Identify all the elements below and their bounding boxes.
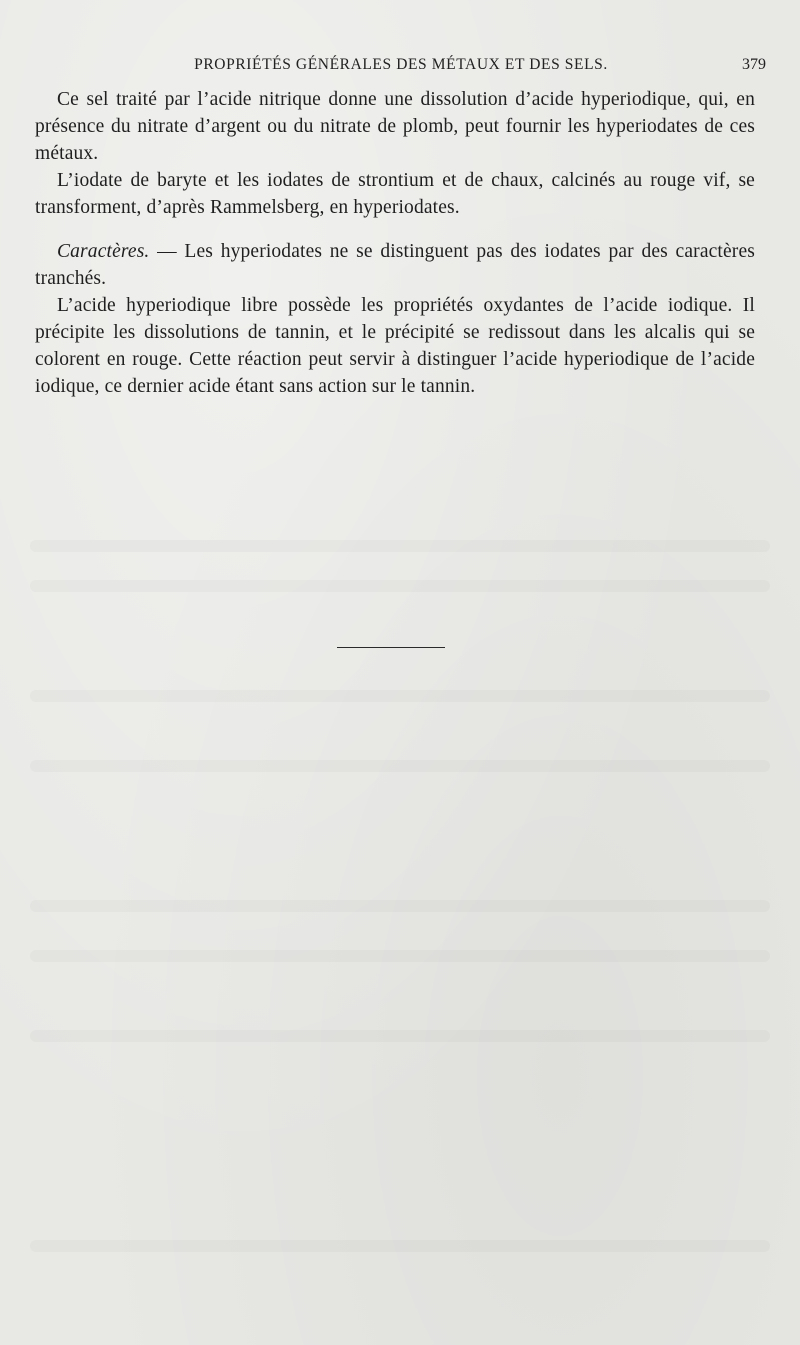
show-through-line <box>30 580 770 592</box>
show-through-line <box>30 900 770 912</box>
paragraph-characteres <box>35 238 755 292</box>
paragraph-text: — Les hyperiodates ne se distinguent pas des iodates par des caractères tranchés. <box>35 241 755 289</box>
body-text <box>35 86 755 400</box>
show-through-line <box>30 760 770 772</box>
section-end-rule <box>337 647 445 648</box>
page-header <box>36 56 766 78</box>
paragraph: Ce sel traité par l’acide nitrique donne une dissolution d’acide hyperiodique, qui, en présence du nitrate d’argent ou du nitrate de plomb, peut fournir les hyperiodates de ces métaux. <box>35 89 755 164</box>
section-heading-italic: Caractères. <box>57 241 150 262</box>
paragraph: L’iodate de baryte et les iodates de strontium et de chaux, calcinés au rouge vif, se transforment, d’après Rammelsberg, en hyperiodates. <box>35 170 755 218</box>
show-through-line <box>30 540 770 552</box>
show-through-line <box>30 1030 770 1042</box>
show-through-line <box>30 1240 770 1252</box>
paragraph: L’acide hyperiodique libre possède les propriétés oxydantes de l’acide iodique. Il précipite les dissolutions de tannin, et le précipité se redissout dans les alcalis qui se colorent en rouge. Cette réaction peut servir à distinguer l’acide hyperiodique de l’acide iodique, ce dernier acide étant sans action sur le tannin. <box>35 295 755 397</box>
running-title: PROPRIÉTÉS GÉNÉRALES DES MÉTAUX ET DES SELS. <box>194 56 608 73</box>
show-through-line <box>30 690 770 702</box>
page-number: 379 <box>742 56 766 73</box>
show-through-line <box>30 950 770 962</box>
